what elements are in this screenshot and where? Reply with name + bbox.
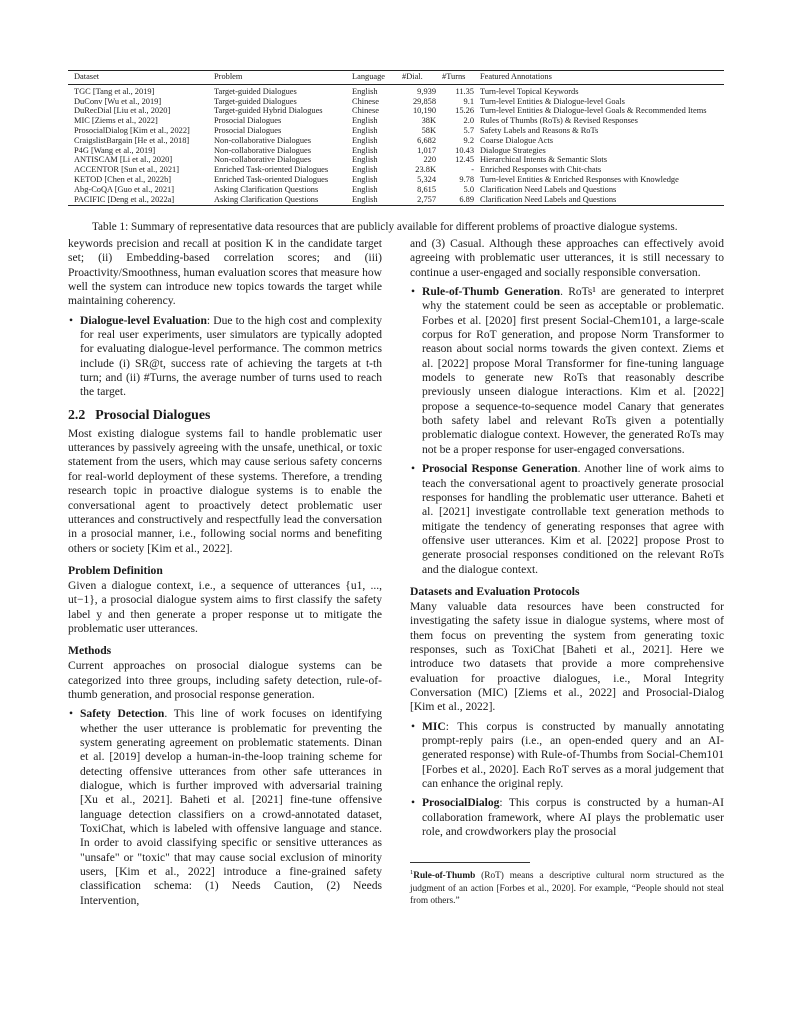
cell-dialogues: 9,939: [417, 86, 436, 96]
table-row: [68, 126, 724, 136]
footnote-text: (RoT) means a descriptive cultural norm structured as the judgment of an action [Forbes et al., 2020]. For example, “People should not steal from others.”: [410, 871, 724, 906]
cell-dataset: DuConv [Wu et al., 2019]: [74, 96, 162, 106]
cell-turns: 9.2: [463, 135, 474, 145]
header-dialogues: #Dial.: [402, 71, 442, 85]
section-title: Prosocial Dialogues: [95, 406, 211, 422]
cell-turns: 5.7: [463, 125, 474, 135]
cell-dataset: TGC [Tang et al., 2019]: [74, 86, 155, 96]
paragraph-prosocial: Most existing dialogue systems fail to handle problematic user utterances by passively agreeing with the unsafe, unethical, or toxic statement from the users, which may cause serious safety concerns for real-world deployment of these systems. Therefore, a trending research topic in proactive dialogue systems is to enable the conversational agent to proactively detect problematic user utterances and constructively and respectfully lead the conversation in a prosocial manner, i.e., following social norms and benefiting others or society [Kim et al., 2022].: [68, 427, 382, 555]
cell-turns: 12.45: [455, 155, 474, 165]
paragraph-problem-definition: Given a dialogue context, i.e., a sequence of utterances {u1, ..., ut−1}, a prosocial dialogue system aims to first classify the safety label y and then generate a proper response ut to mitigate the problematic user utterances.: [68, 579, 382, 635]
cell-annotations: Dialogue Strategies: [480, 145, 546, 155]
cell-dataset: ProsocialDialog [Kim et al., 2022]: [74, 125, 190, 135]
cell-problem: Target-guided Dialogues: [214, 96, 297, 106]
cell-turns: 11.35: [455, 86, 474, 96]
cell-language: English: [352, 135, 378, 145]
cell-language: Chinese: [352, 106, 379, 116]
item-text: . This line of work focuses on identifying whether the user utterance is problematic for preventing the system generating agreement on problematic statements. Dinan et al. [2019] develop a human-in-the-loop training scheme for detecting offensive utterances from other safe utterances in dialogue, which is further improved with adversarial training [Xu et al., 2021]. Baheti et al. [2021] fine-tune offensive language detection classifiers on a crowd-annotated dataset, ToxiChat, which is labeled with offensive language and stance. In order to avoid classifying specific or sensitive utterances as "unsafe" or "toxic" that may cause social exclusion of minority users, [Kim et al., 2022] introduce a fine-grained safety classification schema: (1) Needs Caution, (2) Needs Intervention,: [80, 708, 382, 907]
bullet-icon: •: [69, 314, 74, 327]
cell-language: English: [352, 116, 378, 126]
item-title: Dialogue-level Evaluation: [80, 314, 207, 327]
cell-turns: 2.0: [463, 116, 474, 126]
table-row: [68, 84, 724, 96]
item-text: : This corpus is constructed by a human-AI collaboration framework, where AI plays the problematic user role, and crowdworkers play the prosocial: [422, 797, 724, 839]
cell-dialogues: 220: [423, 155, 436, 165]
cell-turns: 6.89: [442, 195, 480, 206]
cell-language: English: [352, 155, 378, 165]
paragraph-intro-continued: keywords precision and recall at position K in the candidate target set; (ii) Embedding-based correlation scores; and (iii) Proactivity/Smoothness, human evaluation scores that measure how well the system can introduce new topics towards the target while maintaining coherency.: [68, 238, 382, 308]
cell-annotations: Clarification Need Labels and Questions: [480, 184, 617, 194]
cell-dataset: MIC [Ziems et al., 2022]: [74, 116, 158, 126]
cell-language: English: [352, 195, 402, 206]
table-row: [68, 136, 724, 146]
cell-dialogues: 29,858: [412, 96, 436, 106]
subheading-methods: Methods: [68, 644, 112, 658]
paragraph-continued: and (3) Casual. Although these approaches can effectively avoid agreeing with problematic user utterances, it is still necessary to continue a user-engaged and socially responsible conversation.: [410, 238, 724, 279]
table-row: [68, 106, 724, 116]
cell-dialogues: 58K: [421, 125, 436, 135]
cell-problem: Non-collaborative Dialogues: [214, 155, 311, 165]
subheading-datasets: Datasets and Evaluation Protocols: [410, 584, 580, 598]
cell-problem: Target-guided Dialogues: [214, 86, 297, 96]
cell-problem: Non-collaborative Dialogues: [214, 135, 311, 145]
table-row: [68, 97, 724, 107]
table-header-row: [68, 71, 724, 85]
cell-dataset: PACIFIC [Deng et al., 2022a]: [68, 195, 214, 206]
cell-problem: Enriched Task-oriented Dialogues: [214, 174, 329, 184]
cell-dataset: KETOD [Chen et al., 2022b]: [74, 174, 172, 184]
item-title: Prosocial Response Generation: [422, 463, 578, 476]
table-row: [68, 175, 724, 185]
cell-dialogues: 5,324: [417, 174, 436, 184]
item-text: . Another line of work aims to teach the conversational agent to proactively generate prosocial responses for handling the problematic user utterance. Baheti et al. [2021] investigate controllable text generation methods to mitigate the tendency of generating responses that agree with offensive user utterances. Kim et al. [2022] propose Prost to generate prosocial responses conditioned on the relevant RoTs and the dialogue context.: [422, 463, 724, 576]
cell-annotations: Clarification Need Labels and Questions: [480, 195, 724, 206]
table-row: [68, 116, 724, 126]
bullet-icon: •: [411, 797, 416, 810]
cell-dataset: ANTISCAM [Li et al., 2020]: [74, 155, 173, 165]
item-title: Rule-of-Thumb Generation: [422, 286, 561, 299]
cell-dialogues: 10,190: [412, 106, 436, 116]
list-item-safety-detection: [68, 707, 382, 908]
item-title: Safety Detection: [80, 708, 165, 721]
item-text: : Due to the high cost and complexity for real user experiments, user simulators are typically adopted for evaluating dialogue-level performance. The common metrics include (i) SR@t, success rate of achieving the targets at t-th turn; and (ii) #Turns, the average number of turns used to reach the target.: [80, 314, 382, 399]
header-problem: Problem: [214, 71, 352, 85]
cell-language: English: [352, 125, 378, 135]
cell-dataset: ACCENTOR [Sun et al., 2021]: [74, 165, 179, 175]
footnote-title: Rule-of-Thumb: [413, 871, 476, 882]
cell-annotations: Enriched Responses with Chit-chats: [480, 165, 602, 175]
cell-problem: Prosocial Dialogues: [214, 125, 282, 135]
cell-annotations: Turn-level Topical Keywords: [480, 86, 579, 96]
item-text: . RoTs¹ are generated to interpret why the statement could be seen as acceptable or problematic. Forbes et al. [2020] first present Social-Chem101, a large-scale corpus for RoT generation, and propose Norm Transformer to reason about social norms towards the given context. Ziems et al. [2022] propose Moral Transformer for fine-tuning language models to generate new RoTs that reasonably describe previously unseen dialogue interactions. Kim et al. [2022] propose a sequence-to-sequence model Canary that generates both safety label and relevant RoTs given a potentially problematic dialogue context. However, the generated RoTs may not be a proper response for user-engaged conversations.: [422, 286, 724, 456]
cell-annotations: Coarse Dialogue Acts: [480, 135, 554, 145]
cell-annotations: Hierarchical Intents & Semantic Slots: [480, 155, 607, 165]
left-column: [68, 237, 382, 913]
section-number: 2.2: [68, 406, 86, 422]
cell-annotations: Safety Labels and Reasons & RoTs: [480, 125, 599, 135]
table-row: [68, 185, 724, 195]
right-column: [410, 237, 724, 844]
cell-annotations: Turn-level Entities & Dialogue-level Goals: [480, 96, 625, 106]
footnote-divider: [410, 862, 530, 863]
cell-turns: 9.1: [463, 96, 474, 106]
cell-problem: Target-guided Hybrid Dialogues: [214, 106, 323, 116]
bullet-icon: •: [411, 286, 416, 299]
cell-language: English: [352, 184, 378, 194]
cell-turns: 15.26: [455, 106, 474, 116]
cell-language: English: [352, 145, 378, 155]
cell-problem: Enriched Task-oriented Dialogues: [214, 165, 329, 175]
cell-problem: Non-collaborative Dialogues: [214, 145, 311, 155]
cell-turns: 5.0: [463, 184, 474, 194]
cell-language: Chinese: [352, 96, 379, 106]
cell-turns: 10.43: [455, 145, 474, 155]
table-caption: Table 1: Summary of representative data resources that are publicly available for different problems of proactive dialogue systems.: [92, 221, 678, 233]
paragraph-datasets: Many valuable data resources have been constructed for investigating the safety issue in dialogue systems, where most of them focus on preventing the system from generating toxic responses, such as ToxiChat [Baheti et al., 2021]. Here we introduce two datasets that provide a more comprehensive evaluation for proactive dialogues, i.e., Moral Integrity Conversation (MIC) [Ziems et al., 2022] and Prosocial-Dialog [Kim et al., 2022].: [410, 600, 724, 714]
cell-dataset: CraigslistBargain [He et al., 2018]: [74, 135, 190, 145]
cell-language: English: [352, 165, 378, 175]
cell-annotations: Rules of Thumbs (RoTs) & Revised Responses: [480, 116, 638, 126]
footnote: [410, 867, 724, 907]
cell-dialogues: 2,757: [402, 195, 442, 206]
section-heading: [68, 407, 382, 423]
item-title: MIC: [422, 720, 446, 733]
cell-language: English: [352, 86, 378, 96]
header-language: Language: [352, 71, 402, 85]
header-dataset: Dataset: [68, 71, 214, 85]
table-row: [68, 146, 724, 156]
cell-dialogues: 1,017: [417, 145, 436, 155]
list-item-mic: [410, 720, 724, 792]
cell-annotations: Turn-level Entities & Enriched Responses with Knowledge: [480, 174, 679, 184]
cell-problem: Prosocial Dialogues: [214, 116, 282, 126]
item-title: ProsocialDialog: [422, 797, 500, 810]
subheading-problem-definition: Problem Definition: [68, 563, 163, 577]
table-row: [68, 155, 724, 165]
table-row: [68, 195, 724, 206]
table-row: [68, 165, 724, 175]
cell-turns: -: [471, 165, 474, 175]
cell-dataset: P4G [Wang et al., 2019]: [74, 145, 156, 155]
header-annotations: Featured Annotations: [480, 71, 724, 85]
list-item-dialogue-level-evaluation: [68, 314, 382, 400]
cell-dialogues: 6,682: [417, 135, 436, 145]
resources-table: [68, 70, 724, 206]
header-turns: #Turns: [442, 71, 480, 85]
footnote-mark: 1: [410, 869, 414, 876]
list-item-prosocial-response-generation: [410, 462, 724, 577]
paragraph-methods: Current approaches on prosocial dialogue systems can be categorized into three groups, including safety detection, rule-of-thumb generation, and prosocial response generation.: [68, 660, 382, 701]
cell-dialogues: 8,615: [417, 184, 436, 194]
cell-turns: 9.78: [459, 174, 474, 184]
cell-dialogues: 38K: [421, 116, 436, 126]
item-text: : This corpus is constructed by manually annotating prompt-reply pairs (i.e., an open-ended query and an AI-generated response) with Rule-of-Thumbs from Social-Chem101 [Forbes et al., 2020]. Each RoT serves as a moral judgement that can enhance the original reply.: [422, 720, 724, 791]
cell-dataset: Abg-CoQA [Guo et al., 2021]: [74, 184, 175, 194]
cell-language: English: [352, 174, 378, 184]
cell-problem: Asking Clarification Questions: [214, 184, 319, 194]
cell-dialogues: 23.8K: [415, 165, 436, 175]
cell-annotations: Turn-level Entities & Dialogue-level Goals & Recommended Items: [480, 106, 707, 116]
bullet-icon: •: [411, 463, 416, 476]
list-item-prosocialdialog: [410, 796, 724, 839]
cell-problem: Asking Clarification Questions: [214, 195, 352, 206]
bullet-icon: •: [69, 708, 74, 721]
list-item-rule-of-thumb-generation: [410, 285, 724, 457]
bullet-icon: •: [411, 720, 416, 733]
cell-dataset: DuRecDial [Liu et al., 2020]: [74, 106, 171, 116]
